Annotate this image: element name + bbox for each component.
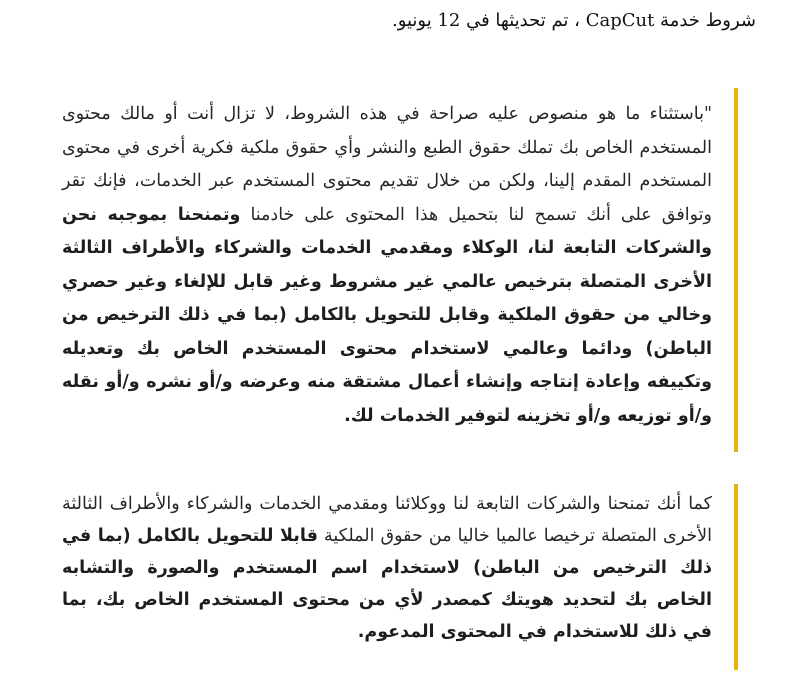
quote-paragraph [62, 88, 712, 433]
quote-text-bold: قابلا للتحويل بالكامل (بما في ذلك الترخيص من الباطن) لاستخدام اسم المستخدم والصورة والتشابه الخاص بك لتحديد هويتك كمصدر لأي من محتوى المستخدم الخاص بك، بما في ذلك للاستخدام في المحتوى المدعوم. [62, 526, 712, 642]
quote-text-normal: كما أنك تمنحنا والشركات التابعة لنا ووكلائنا ومقدمي الخدمات والشركاء والأطراف الثالثة الأخرى المتصلة ترخيصا عالميا خاليا من حقوق الملكية [62, 494, 712, 546]
quote-block-identity [62, 484, 738, 670]
quote-text-normal: "باستثناء ما هو منصوص عليه صراحة في هذه الشروط، لا تزال أنت أو مالك محتوى المستخدم الخاص بك تملك حقوق الطبع والنشر وأي حقوق ملكية فكرية أخرى في محتوى المستخدم المقدم إلينا، ولكن من خلال تقديم محتوى المستخدم عبر الخدمات، فإنك تقر وتوافق على أنك تسمح لنا بتحميل هذا المحتوى على خادمنا [62, 104, 712, 225]
quote-block-license [62, 88, 738, 452]
terms-caption: شروط خدمة CapCut ، تم تحديثها في 12 يونيو. [391, 10, 756, 31]
quote-paragraph [62, 484, 712, 648]
quote-text-bold: وتمنحنا بموجبه نحن والشركات التابعة لنا، الوكلاء ومقدمي الخدمات والشركاء والأطراف الثالثة الأخرى المتصلة بترخيص عالمي غير مشروط وغير قابل للإلغاء وغير حصري وخالي من حقوق الملكية وقابل للتحويل بالكامل (بما في ذلك الترخيص من الباطن) ودائما وعالمي لاستخدام محتوى المستخدم الخاص بك وتعديله وتكييفه وإعادة إنتاجه وإنشاء أعمال مشتقة منه وعرضه و/أو نشره و/أو نقله و/أو توزيعه و/أو تخزينه لتوفير الخدمات لك. [62, 204, 712, 426]
